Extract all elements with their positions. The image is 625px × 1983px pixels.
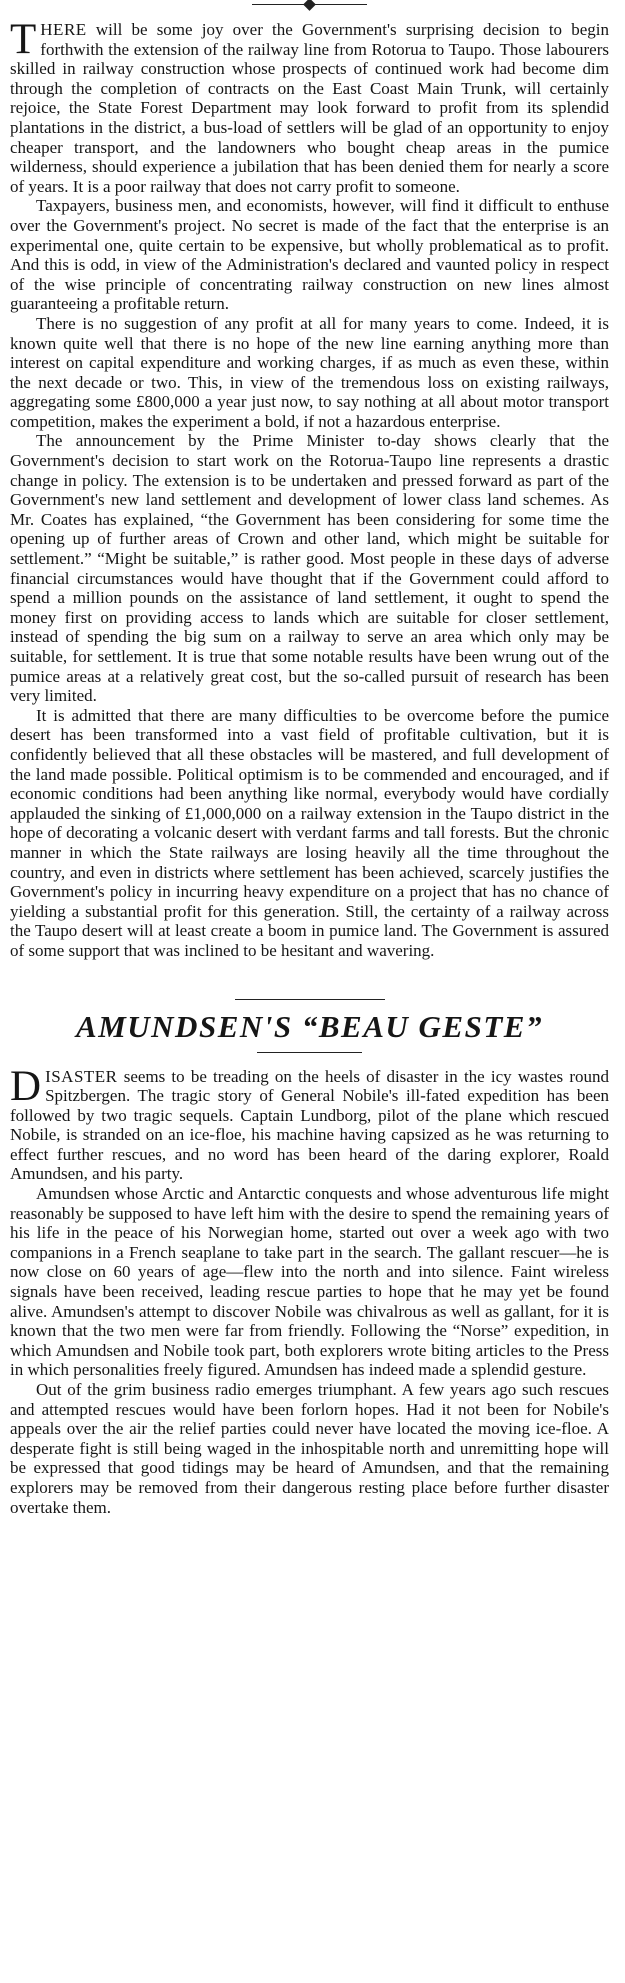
article1-paragraph-5: It is admitted that there are many difficulties to be overcome before the pumice desert has been transformed into a vast field of profitable cultivation, but it is confidently believed that all these obstacles will be mastered, and full development of the land made possible. Political optimism is to be commended and encouraged, and if economic conditions had been anything like normal, everybody would have cordially applauded the sinking of £1,000,000 on a railway extension in the Taupo district in the hope of decorating a volcanic desert with verdant farms and tall forests. But the chronic manner in which the State railways are losing heavily all the time throughout the country, and even in districts where settlement has been achieved, scarcely justifies the Government's policy in incurring heavy expenditure on a project that has no chance of yielding a substantial profit for this generation. Still, the certainty of a railway across the Taupo desert will at least create a boom in pumice land. The Government is assured of some support that was inclined to be hesitant and wavering. xyxy=(10,705,609,960)
paragraph-text: will be some joy over the Government's surprising decision to begin forthwith the extension of the railway line from Rotorua to Taupo. Those labourers skilled in railway construction whose prospects of continued work had become dim through the completion of contracts on the East Coast Main Trunk, will certainly rejoice, the State Forest Department may look forward to profit from its splendid plantations in the district, a bus-load of settlers will be glad of an opportunity to enjoy cheaper transport, and the landowners who bought cheap areas in the pumice wilderness, should experience a jubilation that has been denied them for nearly a score of years. It is a poor railway that does not carry profit to someone. xyxy=(10,20,609,196)
article1-paragraph-4: The announcement by the Prime Minister to-day shows clearly that the Government's decision to start work on the Rotorua-Taupo line represents a drastic change in policy. The extension is to be undertaken and pressed forward as part of the Government's new land settlement and development of lower class land schemes. As Mr. Coates has explained, “the Government has been considering for some time the opening up of further areas of Crown and other land, which might be suitable for settlement.” “Might be suitable,” is rather good. Most people in these days of adverse financial circumstances would have thought that if the Government could afford to spend a million pounds on the assistance of land settlement, it ought to spend the money first on providing access to lands which are suitable for closer settlement, instead of spending the big sum on a railway to serve an area which only may be suitable, for settlement. It is true that some notable results have been wrung out of the pumice areas at a relatively great cost, but the so-called pursuit of research has been very limited. xyxy=(10,431,609,706)
article-amundsen xyxy=(10,1062,609,1518)
article2-paragraph-3: Out of the grim business radio emerges triumphant. A few years ago such rescues and attempted rescues would have been forlorn hopes. Had it not been for Nobile's appeals over the air the relief parties could never have located the moving ice-floe. A desperate fight is still being waged in the inhospitable north and unremitting hope will be expressed that good tidings may be heard of Amundsen, and that the remaining explorers may be removed from their dangerous resting place before further disaster overtake them. xyxy=(10,1380,609,1517)
dropcap-letter: T xyxy=(10,16,37,63)
article-headline: AMUNDSEN'S “BEAU GESTE” xyxy=(76,1008,543,1044)
paragraph-text: seems to be treading on the heels of disaster in the icy wastes round Spitzbergen. The tragic story of General Nobile's ill-fated expedition has been followed by two tragic sequels. Captain Lundborg, pilot of the plane which rescued Nobile, is stranded on an ice-floe, his machine having capsized as he was returning to effect further rescues, and no word has been heard of the daring explorer, Roald Amundsen, and his party. xyxy=(10,1066,609,1184)
article1-paragraph-3: There is no suggestion of any profit at all for many years to come. Indeed, it is known quite well that there is no hope of the new line earning anything more than interest on capital expenditure and working charges, if as much as even these, within the next decade or two. This, in view of the tremendous loss on existing railways, aggregating some £800,000 a year just now, to say nothing at all about motor transport competition, makes the experiment a bold, if not a hazardous enterprise. xyxy=(10,313,609,431)
top-ornament-rule xyxy=(252,0,367,12)
article1-paragraph-1 xyxy=(10,16,609,196)
headline-top-rule xyxy=(235,999,385,1000)
dropcap-letter: D xyxy=(10,1062,42,1110)
diamond-ornament-icon xyxy=(303,0,316,11)
headline-bottom-rule xyxy=(257,1052,362,1053)
article2-paragraph-1 xyxy=(10,1062,609,1185)
article-railway-editorial xyxy=(10,16,609,961)
lead-word: HERE xyxy=(40,20,87,39)
article2-paragraph-2: Amundsen whose Arctic and Antarctic conquests and whose adventurous life might reasonably be supposed to have left him with the desire to spend the remaining years of his life in the peace of his Norwegian home, started out over a week ago with two companions in a French seaplane to take part in the search. The gallant rescuer—he is now close on 60 years of age—flew into the north and into silence. Faint wireless signals have been received, leading rescue parties to hope that he may yet be found alive. Amundsen's attempt to discover Nobile was chivalrous as well as gallant, for it is known that the two men were far from friendly. Following the “Norse” expedition, in which Amundsen and Nobile took part, both explorers wrote biting articles to the Press in which personalities freely figured. Amundsen has indeed made a splendid gesture. xyxy=(10,1184,609,1380)
article1-paragraph-2: Taxpayers, business men, and economists, however, will find it difficult to enthuse over the Government's project. No secret is made of the fact that the enterprise is an experimental one, quite certain to be expensive, but wholly problematical as to profit. And this is odd, in view of the Administration's declared and vaunted policy in respect of the wise principle of concentrating railway construction on new lines almost guaranteeing a profitable return. xyxy=(10,196,609,314)
lead-word: ISASTER xyxy=(45,1066,118,1086)
article2-header xyxy=(10,999,609,1053)
